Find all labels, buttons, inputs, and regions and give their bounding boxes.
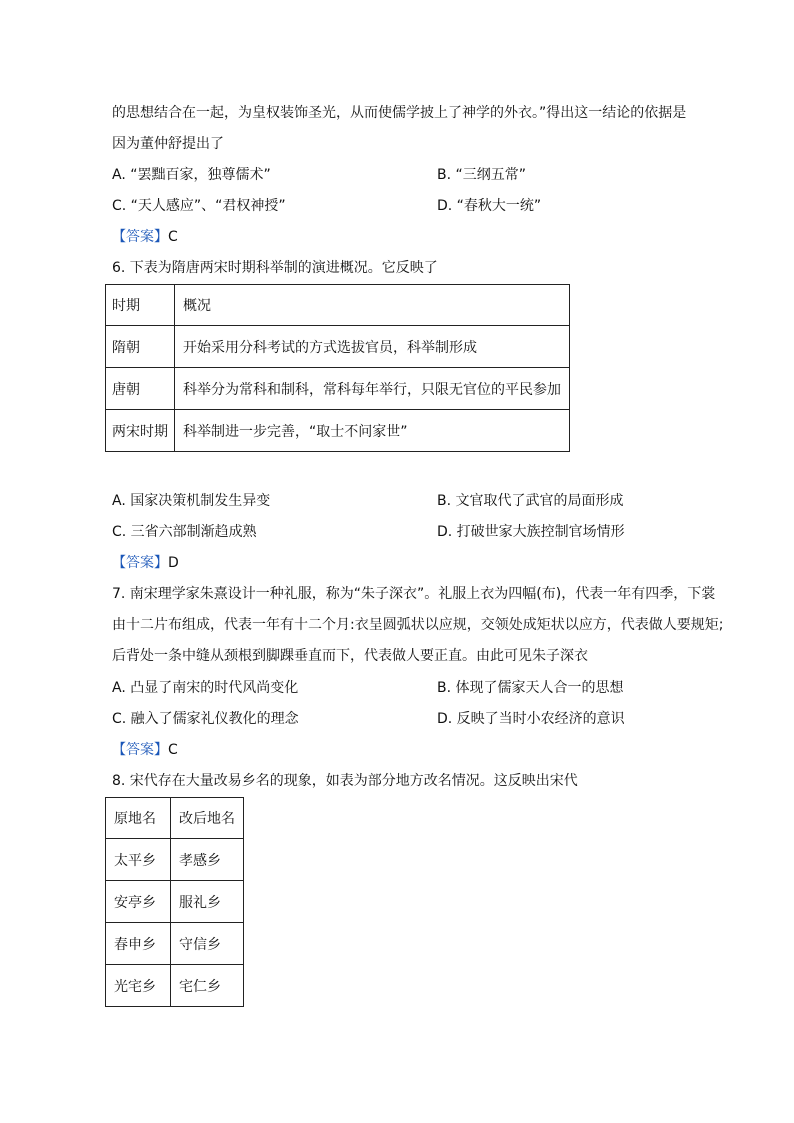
answer-value: C [168, 229, 178, 245]
table-cell: 孝感乡 [171, 839, 244, 881]
q5-option-c: C. “天人感应”、“君权神授” [112, 198, 286, 214]
q5-stem-line-2: 因为董仲舒提出了 [112, 136, 224, 152]
table-cell: 守信乡 [171, 923, 244, 965]
q5-stem-line-1: 的思想结合在一起，为皇权装饰圣光，从而使儒学披上了神学的外衣。”得出这一结论的依据是 [112, 105, 687, 121]
answer-tag: 【答案】 [112, 742, 168, 758]
q7-stem-line-2: 由十二片布组成，代表一年有十二个月:衣呈圆弧状以应规，交领处成矩状以应方，代表做人要规矩; [112, 617, 724, 633]
answer-value: C [168, 742, 178, 758]
q7-stem-line-3: 后背处一条中缝从颈根到脚踝垂直而下，代表做人要正直。由此可见朱子深衣 [112, 648, 588, 664]
table-cell: 两宋时期 [106, 410, 175, 452]
answer-value: D [168, 555, 179, 571]
table-header-row [106, 798, 244, 839]
q6-option-d: D. 打破世家大族控制官场情形 [437, 524, 625, 540]
q7-stem-line-1: 7. 南宋理学家朱熹设计一种礼服，称为“朱子深衣”。礼服上衣为四幅(布)，代表一年有四季，下裳 [112, 586, 716, 602]
q5-answer [112, 228, 178, 246]
table-cell: 唐朝 [106, 368, 175, 410]
table-cell: 隋朝 [106, 326, 175, 368]
q6-stem: 6. 下表为隋唐两宋时期科举制的演进概况。它反映了 [112, 260, 438, 276]
answer-tag: 【答案】 [112, 555, 168, 571]
table-header-cell: 概况 [175, 285, 570, 326]
q5-option-d: D. “春秋大一统” [437, 198, 542, 214]
q7-option-c: C. 融入了儒家礼仪教化的理念 [112, 711, 299, 727]
table-cell: 科举分为常科和制科，常科每年举行，只限无官位的平民参加 [175, 368, 570, 410]
q8-table [105, 797, 244, 1007]
table-cell: 服礼乡 [171, 881, 244, 923]
table-cell: 太平乡 [106, 839, 171, 881]
table-header-cell: 改后地名 [171, 798, 244, 839]
table-row [106, 410, 570, 452]
q7-option-d: D. 反映了当时小农经济的意识 [437, 711, 625, 727]
q8-stem: 8. 宋代存在大量改易乡名的现象，如表为部分地方改名情况。这反映出宋代 [112, 773, 578, 789]
table-header-cell: 时期 [106, 285, 175, 326]
table-cell: 开始采用分科考试的方式选拔官员，科举制形成 [175, 326, 570, 368]
table-row [106, 965, 244, 1007]
table-row [106, 923, 244, 965]
table-cell: 科举制进一步完善，“取士不问家世” [175, 410, 570, 452]
q6-table [105, 284, 570, 452]
q7-answer [112, 741, 178, 759]
q7-option-a: A. 凸显了南宋的时代风尚变化 [112, 680, 299, 696]
q6-answer [112, 554, 179, 572]
table-cell: 宅仁乡 [171, 965, 244, 1007]
table-cell: 安亭乡 [106, 881, 171, 923]
table-row [106, 368, 570, 410]
table-row [106, 839, 244, 881]
table-cell: 光宅乡 [106, 965, 171, 1007]
q6-option-c: C. 三省六部制渐趋成熟 [112, 524, 257, 540]
q6-option-b: B. 文官取代了武官的局面形成 [437, 493, 624, 509]
table-header-row [106, 285, 570, 326]
q6-option-a: A. 国家决策机制发生异变 [112, 493, 271, 509]
table-cell: 春申乡 [106, 923, 171, 965]
q7-option-b: B. 体现了儒家天人合一的思想 [437, 680, 624, 696]
table-row [106, 326, 570, 368]
q5-option-b: B. “三纲五常” [437, 167, 527, 183]
table-row [106, 881, 244, 923]
q5-option-a: A. “罢黜百家，独尊儒术” [112, 167, 271, 183]
table-header-cell: 原地名 [106, 798, 171, 839]
answer-tag: 【答案】 [112, 229, 168, 245]
